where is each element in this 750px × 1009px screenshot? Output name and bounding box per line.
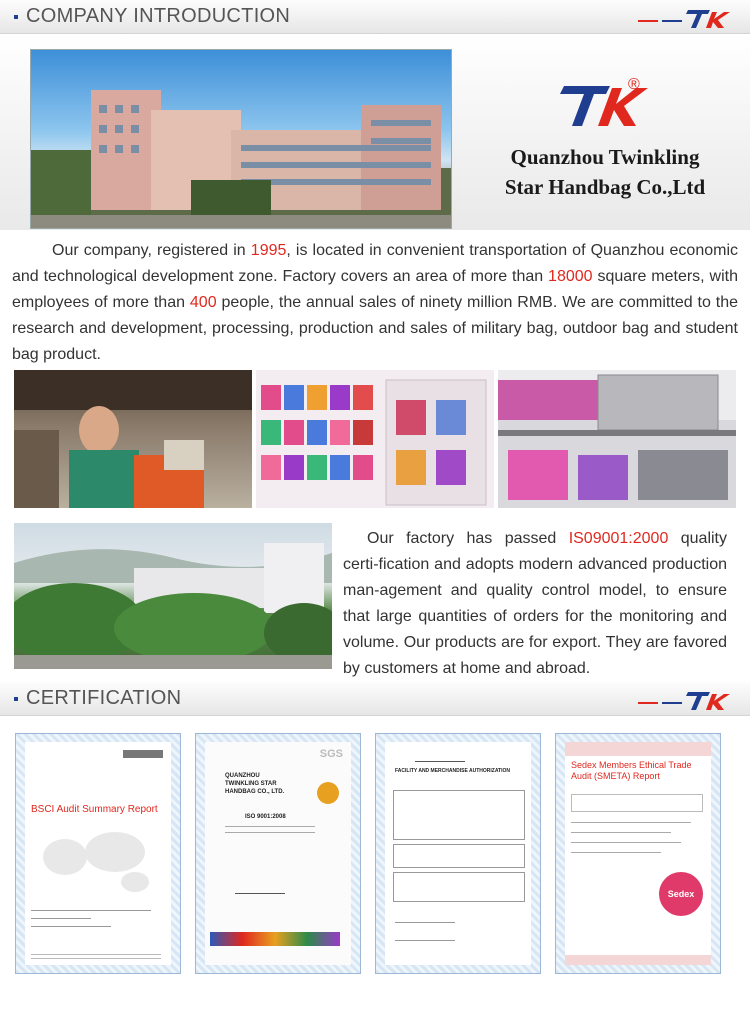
founded-year: 1995 (250, 242, 287, 259)
quality-text: quality certi-fication and adopts modern advanced production man-agement and quality control model, to ensure that large quantities of orders for the monitoring and volume. Our products are for export. They are favored by customers at home and abroad. (343, 530, 727, 677)
quality-paragraph (343, 526, 727, 682)
employee-count: 400 (189, 294, 217, 311)
sedex-logo-icon: Sedex (659, 872, 703, 916)
sgs-iso-certificate (195, 733, 361, 974)
section-header-company (0, 0, 750, 34)
bullet-icon (14, 697, 18, 701)
quality-text: Our factory has passed (367, 530, 569, 547)
sewing-workshop-photo (14, 370, 252, 508)
bullet-icon (14, 15, 18, 19)
showroom-photo (256, 370, 494, 508)
section-title: CERTIFICATION (26, 687, 182, 709)
signature-icon (235, 882, 285, 894)
tk-logo-icon (636, 686, 732, 712)
factory-building-photo (30, 49, 452, 229)
sgs-iso-standard: ISO 9001:2008 (245, 814, 286, 820)
world-map-icon (35, 822, 165, 902)
sgs-company-name: QUANZHOU TWINKLING STAR HANDBAG CO., LTD. (225, 773, 285, 795)
bsci-certificate (15, 733, 181, 974)
intro-text: square meters, with employees of more than (12, 268, 738, 311)
factory-area: 18000 (548, 268, 593, 285)
sgs-seal-icon (317, 782, 339, 804)
disney-authorization-title: FACILITY AND MERCHANDISE AUTHORIZATION (395, 768, 510, 774)
smeta-certificate (555, 733, 721, 974)
disney-logo-icon (415, 750, 465, 762)
intro-text: , is located in convenient transportation of Quanzhou economic and technological development zone. Factory covers an area of more than (12, 242, 738, 285)
accreditation-logos-icon (210, 932, 340, 946)
iso-standard: IS09001:2000 (568, 530, 669, 547)
intro-text: Our company, registered in (52, 242, 251, 259)
section-header-certification (0, 682, 750, 716)
sgs-logo-icon: SGS (319, 748, 343, 760)
company-name (470, 142, 740, 202)
intro-paragraph (12, 238, 738, 368)
company-name-line2: Star Handbag Co.,Ltd (504, 175, 706, 199)
registered-mark: ® (628, 76, 640, 93)
tk-logo-icon (636, 4, 732, 30)
bsci-logo-icon (123, 750, 163, 758)
disney-authorization-certificate (375, 733, 541, 974)
warehouse-photo (498, 370, 736, 508)
factory-greenery-photo (14, 523, 332, 669)
intro-text: people, the annual sales of ninety million RMB. We are committed to the research and development, processing, production and sales of military bag, outdoor bag and student bag product. (12, 294, 738, 363)
company-name-line1: Quanzhou Twinkling (510, 145, 700, 169)
smeta-report-title: Sedex Members Ethical Trade Audit (SMETA) Report (571, 760, 692, 781)
bsci-report-title: BSCI Audit Summary Report (31, 804, 158, 815)
section-title: COMPANY INTRODUCTION (26, 5, 291, 27)
